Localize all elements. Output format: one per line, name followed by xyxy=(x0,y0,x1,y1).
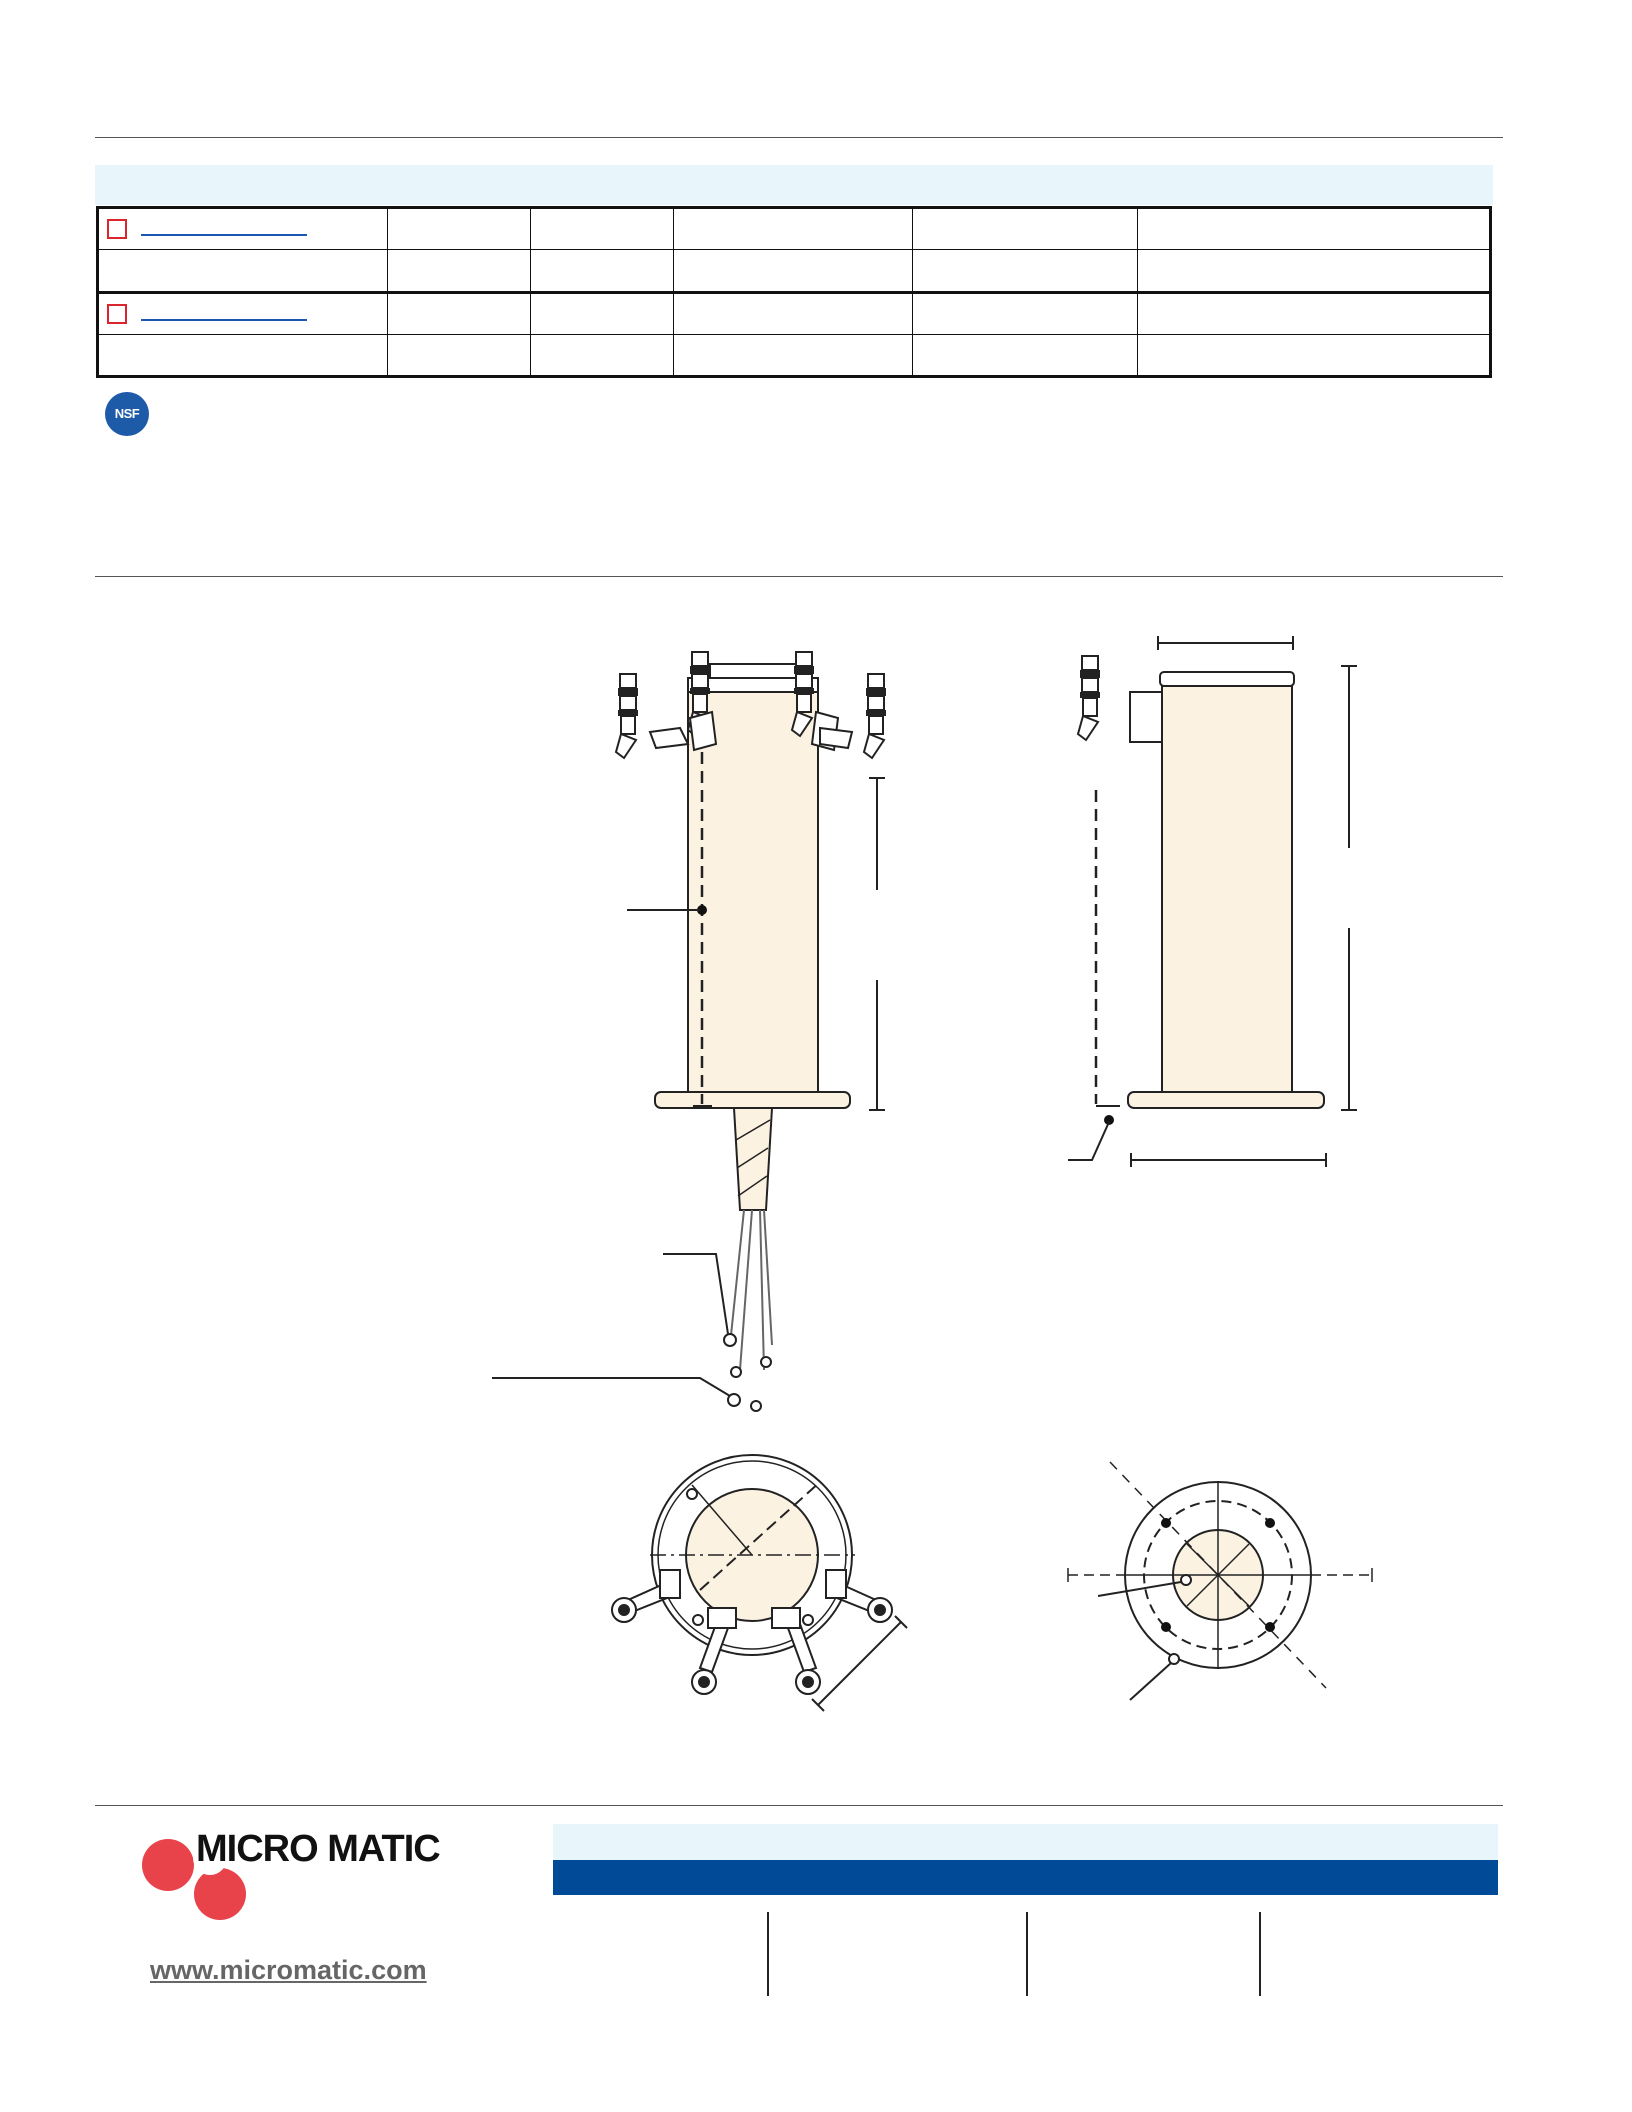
footer-light-band xyxy=(553,1824,1498,1860)
logo-wordmark: MICRO MATIC xyxy=(196,1828,440,1870)
mounting-template xyxy=(1068,1462,1372,1700)
side-view xyxy=(1068,636,1357,1167)
top-view xyxy=(612,1455,907,1711)
footer-divider xyxy=(767,1912,769,1996)
website-link[interactable]: www.micromatic.com xyxy=(150,1955,427,1985)
front-view xyxy=(492,652,886,1411)
footer-divider xyxy=(1026,1912,1028,1996)
footer-divider xyxy=(1259,1912,1261,1996)
footer-blue-band xyxy=(553,1860,1498,1895)
nsf-badge: NSF xyxy=(105,392,149,436)
footer-rule xyxy=(95,1805,1503,1806)
